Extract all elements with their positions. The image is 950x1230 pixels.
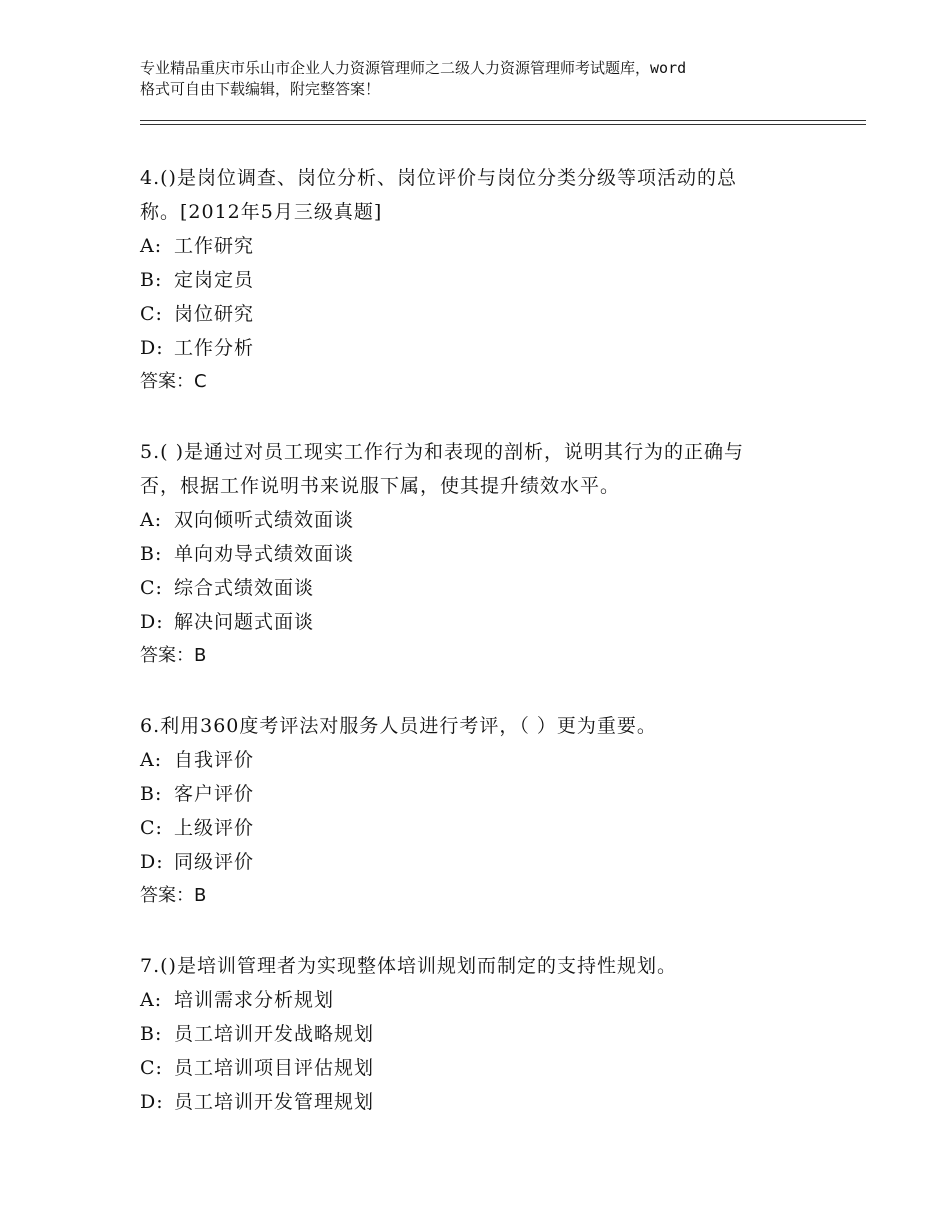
- document-header: [140, 58, 820, 100]
- option-b: [140, 263, 820, 297]
- question-text-continued: 称。[2012年5月三级真题]: [140, 201, 383, 223]
- question-7: [140, 949, 820, 1119]
- option-text: 同级评价: [174, 851, 255, 873]
- option-d: [140, 331, 820, 365]
- option-b: [140, 1017, 820, 1051]
- option-a: [140, 983, 820, 1017]
- answer-label: 答案：B: [140, 885, 207, 906]
- option-text: 上级评价: [174, 817, 255, 839]
- option-letter: B:: [140, 543, 163, 565]
- question-text: 7.()是培训管理者为实现整体培训规划而制定的支持性规划。: [140, 955, 677, 977]
- option-d: [140, 605, 820, 639]
- option-letter: B:: [140, 269, 163, 291]
- option-letter: A:: [140, 749, 163, 771]
- option-text: 双向倾听式绩效面谈: [174, 509, 355, 531]
- option-a: [140, 503, 820, 537]
- option-c: [140, 571, 820, 605]
- question-text: 5.( )是通过对员工现实工作行为和表现的剖析，说明其行为的正确与: [140, 441, 744, 463]
- option-text: 岗位研究: [174, 303, 255, 325]
- option-a: [140, 743, 820, 777]
- option-letter: C:: [140, 817, 163, 839]
- question-text: 4.()是岗位调查、岗位分析、岗位评价与岗位分类分级等项活动的总: [140, 167, 737, 189]
- option-c: [140, 297, 820, 331]
- option-letter: C:: [140, 1057, 163, 1079]
- question-6: [140, 709, 820, 913]
- option-text: 综合式绩效面谈: [174, 577, 315, 599]
- option-a: [140, 229, 820, 263]
- option-text: 员工培训项目评估规划: [174, 1057, 375, 1079]
- option-c: [140, 811, 820, 845]
- option-text: 自我评价: [174, 749, 255, 771]
- option-text: 单向劝导式绩效面谈: [174, 543, 355, 565]
- option-text: 工作分析: [174, 337, 255, 359]
- question-text-continued: 否，根据工作说明书来说服下属，使其提升绩效水平。: [140, 475, 621, 497]
- option-text: 定岗定员: [174, 269, 255, 291]
- option-c: [140, 1051, 820, 1085]
- option-text: 解决问题式面谈: [174, 611, 315, 633]
- option-b: [140, 777, 820, 811]
- question-4: [140, 161, 820, 399]
- header-divider-top: [140, 120, 866, 121]
- option-letter: C:: [140, 303, 163, 325]
- option-text: 客户评价: [174, 783, 255, 805]
- option-text: 员工培训开发战略规划: [174, 1023, 375, 1045]
- option-b: [140, 537, 820, 571]
- header-line-2: 格式可自由下载编辑，附完整答案！: [140, 80, 381, 98]
- option-letter: D:: [140, 611, 164, 633]
- option-letter: D:: [140, 1091, 164, 1113]
- answer-label: 答案：B: [140, 645, 207, 666]
- header-divider-bottom: [140, 124, 866, 125]
- header-line-1: 专业精品重庆市乐山市企业人力资源管理师之二级人力资源管理师考试题库，word: [140, 59, 687, 77]
- option-letter: B:: [140, 783, 163, 805]
- option-d: [140, 845, 820, 879]
- option-text: 培训需求分析规划: [174, 989, 335, 1011]
- option-letter: D:: [140, 851, 164, 873]
- option-letter: A:: [140, 509, 163, 531]
- question-5: [140, 435, 820, 673]
- option-text: 员工培训开发管理规划: [174, 1091, 375, 1113]
- option-d: [140, 1085, 820, 1119]
- option-letter: C:: [140, 577, 163, 599]
- question-text: 6.利用360度考评法对服务人员进行考评，（ ）更为重要。: [140, 715, 657, 737]
- option-letter: A:: [140, 235, 163, 257]
- option-letter: A:: [140, 989, 163, 1011]
- answer-label: 答案：C: [140, 371, 207, 392]
- option-text: 工作研究: [174, 235, 255, 257]
- option-letter: B:: [140, 1023, 163, 1045]
- option-letter: D:: [140, 337, 164, 359]
